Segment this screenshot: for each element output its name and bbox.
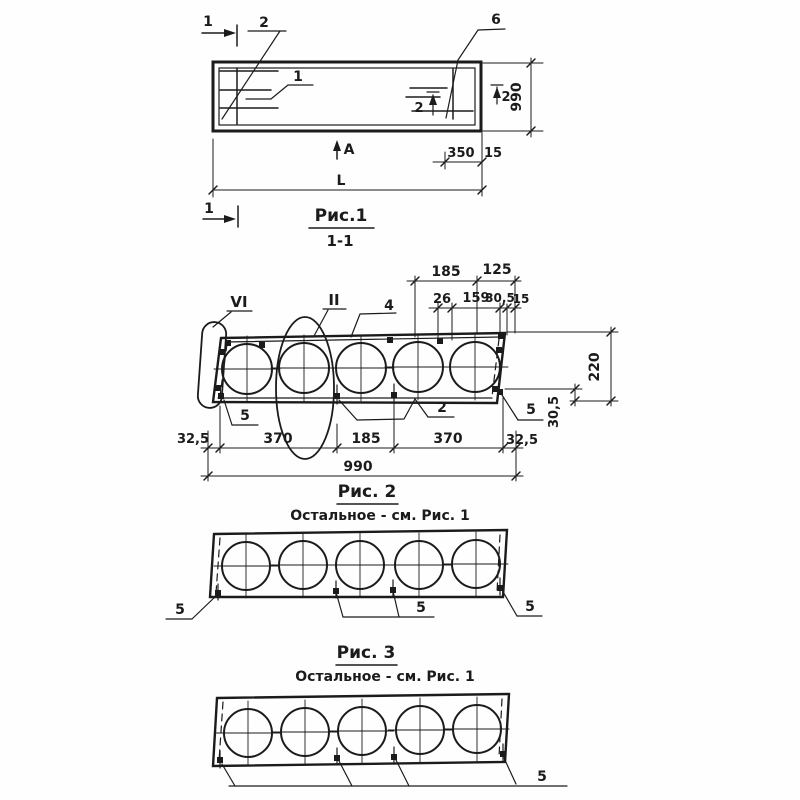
fig2-dim-185-bottom: 185 [351, 431, 381, 447]
fig1-caption [309, 206, 374, 250]
fig2-note: Остальное - см. Рис. 1 [290, 508, 470, 524]
core-circle [271, 335, 337, 401]
fig2-dim-15-top: 15 [512, 292, 530, 306]
fig2-caption [290, 482, 469, 524]
fig2-callout-2-label: 2 [437, 400, 447, 416]
fig1-section-2-outer-label: 2 [501, 90, 511, 105]
fig2-bottom-dimensions [177, 398, 538, 481]
fig4-hollow-cores [216, 697, 509, 765]
fig2-dim-220 [507, 327, 618, 406]
core-circle [214, 534, 278, 598]
fig2-section-view [177, 262, 618, 524]
core-circle [330, 699, 394, 763]
fig1-view-arrow-label: A [343, 142, 355, 158]
fig3-callout-5-left [166, 595, 217, 619]
fig1-callout-2-label: 2 [259, 15, 269, 31]
core-circle [328, 533, 392, 597]
fig1-section-mark-2-outer [491, 85, 511, 105]
fig2-detail-VI-label: VI [230, 293, 248, 311]
fig4-callout-5-label: 5 [537, 769, 547, 785]
core-circle [328, 335, 394, 401]
fig3-hollow-cores [214, 532, 508, 598]
fig2-hollow-cores [214, 334, 508, 402]
fig3-caption [295, 643, 474, 685]
fig1-section-ref: 1-1 [326, 232, 354, 250]
fig2-dim-26: 26 [432, 292, 452, 307]
fig2-callout-4-label: 4 [384, 298, 394, 314]
fig2-callout-5-left-label: 5 [240, 408, 250, 424]
fig2-dim-990-label: 990 [343, 459, 373, 475]
fig2-callout-5-right [502, 395, 543, 420]
fig1-section-mark-1-bottom [203, 201, 238, 227]
fig1-plan-view [202, 12, 543, 250]
fig2-detail-II-label: II [328, 291, 340, 309]
fig1-callout-1 [246, 69, 313, 99]
fig2-dim-185-top: 185 [431, 264, 461, 280]
fig1-dim-350-15 [433, 133, 502, 196]
fig1-title: Рис.1 [314, 206, 368, 226]
fig2-dim-125-top: 125 [482, 262, 512, 278]
fig2-dim-220-label: 220 [587, 352, 603, 382]
fig2-callout-5-right-label: 5 [526, 402, 536, 418]
fig3-section-view [166, 530, 542, 685]
fig3-callout-5-right-label: 5 [525, 599, 535, 615]
fig3-callout-5-center-label: 5 [416, 600, 426, 616]
fig1-section-mark-1-top [202, 14, 237, 46]
fig2-dim-32-5-right: 32,5 [505, 433, 539, 448]
fig2-dim-370-left: 370 [263, 431, 293, 447]
fig1-section-1-bottom-label: 1 [204, 201, 214, 217]
core-circle [271, 533, 335, 597]
fig2-dim-30-5-right [505, 384, 582, 428]
fig1-section-mark-2-inner [414, 92, 439, 116]
fig2-dim-30-5-top: 30,5 [485, 291, 515, 305]
fig1-dim-990-label: 990 [509, 82, 525, 112]
fig1-section-2-inner-label: 2 [414, 101, 424, 116]
core-circle [387, 533, 451, 597]
fig3-callout-5-right [502, 590, 542, 616]
fig2-detail-VI [197, 293, 252, 409]
fig1-dim-15-label: 15 [483, 146, 503, 161]
fig1-callout-2 [222, 15, 286, 119]
fig2-dim-30-5-right-label: 30,5 [547, 395, 562, 429]
fig2-callout-5-left [224, 400, 258, 425]
core-circle [273, 700, 337, 764]
fig1-dim-990 [483, 58, 543, 137]
fig2-top-dimensions [407, 262, 529, 341]
fig2-dim-32-5-left: 32,5 [176, 432, 210, 447]
core-circle [388, 698, 452, 762]
fig3-note: Остальное - см. Рис. 1 [295, 669, 475, 685]
fig2-title: Рис. 2 [337, 482, 397, 502]
fig1-dim-L-label: L [336, 173, 346, 189]
fig1-dim-350-label: 350 [447, 146, 475, 161]
fig1-reinforcement-left [220, 68, 278, 124]
core-circle [216, 701, 280, 765]
fig1-section-1-top-label: 1 [203, 14, 213, 30]
fig4-section-view [213, 694, 567, 786]
fig1-view-arrow-A [333, 140, 355, 159]
fig2-callout-4 [351, 298, 396, 337]
fig2-dim-370-right: 370 [433, 431, 463, 447]
fig1-callout-6-label: 6 [491, 12, 501, 28]
fig3-title: Рис. 3 [336, 643, 396, 663]
fig3-callout-5-left-label: 5 [175, 602, 185, 618]
fig1-callout-1-label: 1 [293, 69, 303, 85]
fig2-dim-159: 159 [462, 291, 490, 306]
